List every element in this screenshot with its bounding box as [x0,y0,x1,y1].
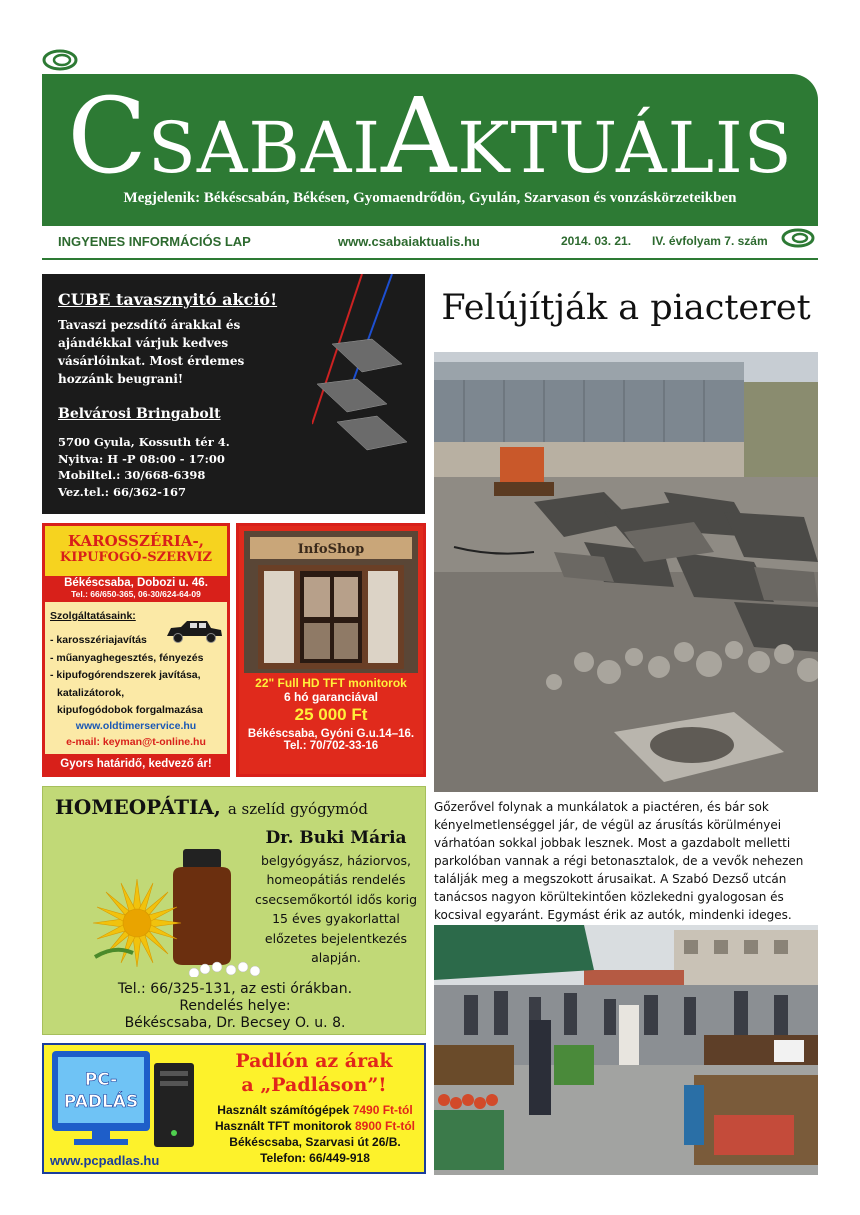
cube-logo-icon [312,274,425,514]
dandelion-and-pills-image [55,827,279,977]
homeo-doctor-info [251,829,421,968]
pc-logo-line2: PADLÁS [63,1092,139,1112]
cube-shop-name: Belvárosi Bringabolt [58,406,221,422]
karo-services-box [45,602,227,754]
karo-service-item: kipufogódobok forgalmazása [57,704,203,716]
homeo-title: HOMEOPÁTIA, a szelíd gyógymód [55,795,369,819]
free-paper-label: INGYENES INFORMÁCIÓS LAP [58,234,251,249]
pc-website-link[interactable]: www.pcpadlas.hu [50,1153,160,1168]
pc-offer-monitors: Használt TFT monitorok 8900 Ft-tól [214,1119,416,1133]
karo-title [45,526,227,576]
karo-email-link[interactable]: e-mail: keyman@t-online.hu [66,736,206,748]
homeo-doctor-name: Dr. Buki Mária [265,828,407,848]
karo-address-bar [45,576,227,602]
cube-address: 5700 Gyula, Kossuth tér 4. [58,435,230,449]
infoshop-ad[interactable] [236,523,426,777]
karosszeria-ad[interactable] [42,523,230,777]
karo-service-item: katalizátorok, [57,686,125,699]
issue-number: IV. évfolyam 7. szám [652,234,768,248]
pc-offers [204,1102,426,1166]
karo-phone: Tel.: 66/650-365, 06-30/624-64-09 [71,589,201,599]
masthead-info-bar [42,234,818,254]
infoshop-price: 25 000 Ft [294,705,368,724]
masthead-tagline: Megjelenik: Békéscsabán, Békésen, Gyomaendrődön, Gyulán, Szarvason és vonzáskörzeteikben [123,190,737,206]
karo-services-list [50,632,203,720]
issue-date: 2014. 03. 21. [561,234,632,248]
article-body: Gőzerővel folynak a munkálatok a piactéren, és bár sok kényelmetlenséggel jár, de végül az árusítás körülményei várhatóan sokkal jobbak lesznek. Most a gazdabolt melletti parkolóban vannak a régi betonasztalok, de a vevők nehezen találják meg a megszokott árusaikat. A Szabó Dezső utcán tanácsos nagyon körültekintően közlekedni gyalogosan és kocsival egyaránt. Egymást érik az autók, mindenki ideges. [434,800,804,922]
cube-hours: Nyitva: H -P 08:00 - 17:00 [58,451,225,466]
website-link[interactable]: www.csabaiaktualis.hu [338,234,480,249]
shop-sign-text: InfoShop [297,542,365,557]
pc-address: Békéscsaba, Szarvasi út 26/B. [229,1135,401,1149]
swirl-small-icon [778,222,818,254]
infoshop-product: 22" Full HD TFT monitorok [255,676,407,690]
shopfront-image [244,531,418,673]
karo-address: Békéscsaba, Dobozi u. 46. [64,577,208,589]
newspaper-title: CSABAIAKTUÁLIS [67,75,793,197]
market-stalls-photo [434,925,818,1175]
homeo-place: Békéscsaba, Dr. Becsey O. u. 8. [124,1015,346,1031]
cube-bike-ad[interactable] [42,274,425,514]
karo-services-heading: Szolgáltatásaink: [50,610,136,622]
karo-website-link[interactable]: www.oldtimerservice.hu [75,720,197,732]
masthead-rule [42,258,818,260]
pc-headline-line2: a „Padláson”! [241,1074,387,1096]
homeopathy-ad[interactable] [42,786,426,1035]
pc-logo-line1: PC- [84,1070,118,1090]
homeo-phone: Tel.: 66/325-131, az esti órákban. [117,981,353,997]
pc-padlas-ad[interactable] [42,1043,426,1174]
homeo-description: belgyógyász, háziorvos, homeopátiás rendelés csecsemőkortól idős korig 15 éves gyakorlattal előzetes bejelentkezés alapján. [254,852,418,965]
pc-offer-computers: Használt számítógépek 7490 Ft-tól [217,1103,413,1117]
infoshop-warranty: 6 hó garanciával [283,690,379,704]
karo-service-item: - karosszériajavítás [50,634,147,646]
pc-phone: Telefon: 66/449-918 [260,1151,370,1165]
pc-headline [204,1049,424,1097]
construction-site-photo [434,352,818,792]
homeo-place-label: Rendelés helye: [179,998,291,1014]
cube-mobile: Mobiltel.: 30/668-6398 [58,468,206,482]
homeo-contact [43,981,426,1032]
pc-headline-line1: Padlón az árak [235,1050,393,1072]
cube-manager-phone: Vez.tel.: 66/362-167 [58,484,186,499]
article-headline: Felújítják a piacteret [441,288,811,328]
infoshop-phone: Tel.: 70/702-33-16 [283,740,379,752]
cube-intro: Tavaszi pezsdítő árakkal és ajándékkal várjuk kedves vásárlóinkat. Most érdemes hozzánk beugrani! [58,318,245,386]
cube-contact-info [58,434,230,500]
karo-slogan: Gyors határidő, kedvező ár! [45,754,227,774]
karo-title-line2: KIPUFOGÓ-SZERVIZ [59,550,213,565]
cube-headline: CUBE tavasznyitó akció! [58,290,278,309]
karo-service-item: - kipufogórendszerek javítása, [50,669,201,681]
infoshop-address: Békéscsaba, Gyóni G.u.14–16. [247,728,415,740]
karo-service-item: - műanyaghegesztés, fényezés [50,651,204,664]
karo-title-line1: KAROSSZÉRIA-, [68,532,204,550]
infoshop-offer [239,676,423,752]
